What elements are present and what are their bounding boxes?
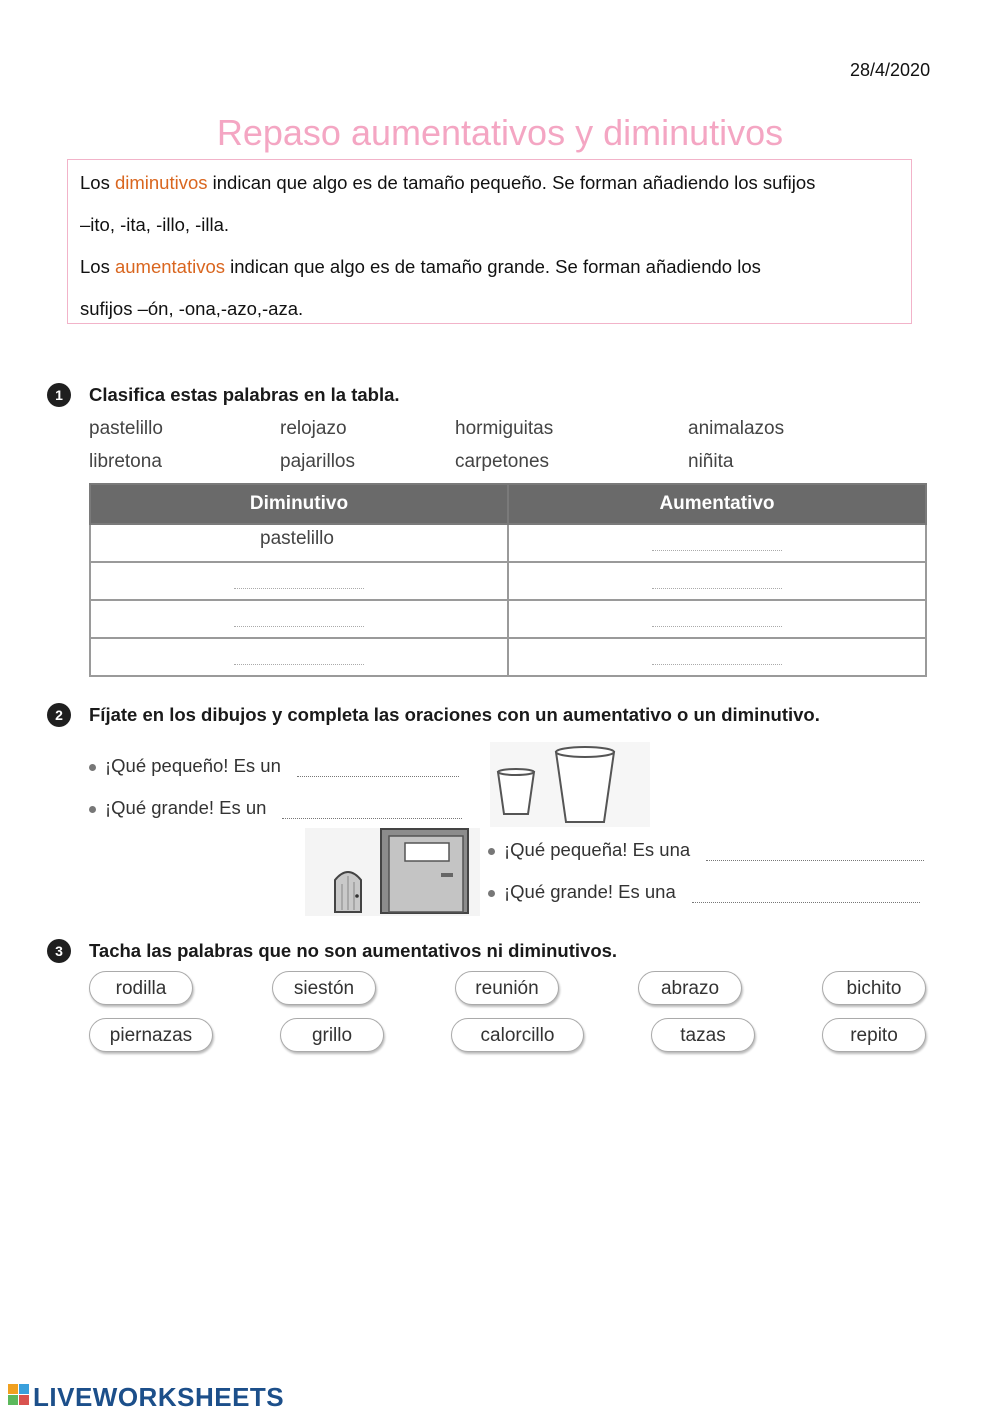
sentence-3: ¡Qué pequeña! Es una <box>488 839 924 861</box>
answer-blank-2[interactable] <box>282 817 462 819</box>
word-pill[interactable]: siestón <box>272 971 376 1005</box>
aumentativo-cell[interactable] <box>508 562 926 600</box>
word-pill[interactable]: bichito <box>822 971 926 1005</box>
word-pill[interactable]: piernazas <box>89 1018 213 1052</box>
word-pill[interactable]: calorcillo <box>451 1018 584 1052</box>
exercise-2-instruction: Fíjate en los dibujos y completa las oraciones con un aumentativo o un diminutivo. <box>89 704 820 725</box>
answer-blank-3[interactable] <box>706 859 924 861</box>
aumentativo-cell[interactable] <box>508 638 926 676</box>
exercise-3-number: 3 <box>47 939 71 963</box>
word-item: relojazo <box>280 418 347 439</box>
exercise-1-number: 1 <box>47 383 71 407</box>
word-pill[interactable]: grillo <box>280 1018 384 1052</box>
exercise-1-instruction: Clasifica estas palabras en la tabla. <box>89 384 400 405</box>
word-item: pajarillos <box>280 451 355 472</box>
exercise-2-number: 2 <box>47 703 71 727</box>
sentence-1: ¡Qué pequeño! Es un <box>89 755 459 777</box>
doors-picture <box>305 828 480 916</box>
word-item: pastelillo <box>89 418 163 439</box>
table-row <box>90 562 926 600</box>
intro-box <box>67 159 912 324</box>
page-title: Repaso aumentativos y diminutivos <box>216 112 784 153</box>
example-answer: pastelillo <box>260 528 334 549</box>
glasses-picture <box>490 742 650 827</box>
date: 28/4/2020 <box>850 60 931 80</box>
word-pill[interactable]: reunión <box>455 971 559 1005</box>
word-item: libretona <box>89 451 162 472</box>
sentence-2: ¡Qué grande! Es un <box>89 797 462 819</box>
intro-line-2: –ito, -ita, -illo, -illa. <box>80 214 230 235</box>
diminutivo-cell[interactable] <box>90 562 508 600</box>
diminutivo-cell-example <box>90 524 508 562</box>
word-item: animalazos <box>688 418 785 439</box>
answer-blank-4[interactable] <box>692 901 920 903</box>
word-item: niñita <box>688 451 734 472</box>
answer-blank-1[interactable] <box>297 775 459 777</box>
aumentativo-header: Aumentativo <box>508 484 926 524</box>
table-row <box>90 600 926 638</box>
word-pill[interactable]: tazas <box>651 1018 755 1052</box>
word-item: carpetones <box>455 451 550 472</box>
intro-line-4: sufijos –ón, -ona,-azo,-aza. <box>80 298 304 319</box>
word-pill[interactable]: rodilla <box>89 971 193 1005</box>
liveworksheets-logo-icon <box>8 1384 30 1406</box>
intro-line-1: Los diminutivos indican que algo es de tamaño pequeño. Se forman añadiendo los sufijos <box>80 172 816 193</box>
word-pill[interactable]: repito <box>822 1018 926 1052</box>
intro-line-3: Los aumentativos indican que algo es de tamaño grande. Se forman añadiendo los <box>80 256 761 277</box>
table-row <box>90 524 926 562</box>
aumentativo-cell[interactable] <box>508 600 926 638</box>
liveworksheets-logo-text: LIVEWORKSHEETS <box>33 1382 285 1412</box>
classification-table <box>89 483 927 677</box>
table-row <box>90 638 926 676</box>
diminutivo-cell[interactable] <box>90 600 508 638</box>
sentence-4: ¡Qué grande! Es una <box>488 881 920 903</box>
exercise-3-instruction: Tacha las palabras que no son aumentativos ni diminutivos. <box>89 940 618 961</box>
word-pill[interactable]: abrazo <box>638 971 742 1005</box>
aumentativo-cell[interactable] <box>508 524 926 562</box>
diminutivo-cell[interactable] <box>90 638 508 676</box>
diminutivo-header: Diminutivo <box>90 484 508 524</box>
word-item: hormiguitas <box>455 418 554 439</box>
